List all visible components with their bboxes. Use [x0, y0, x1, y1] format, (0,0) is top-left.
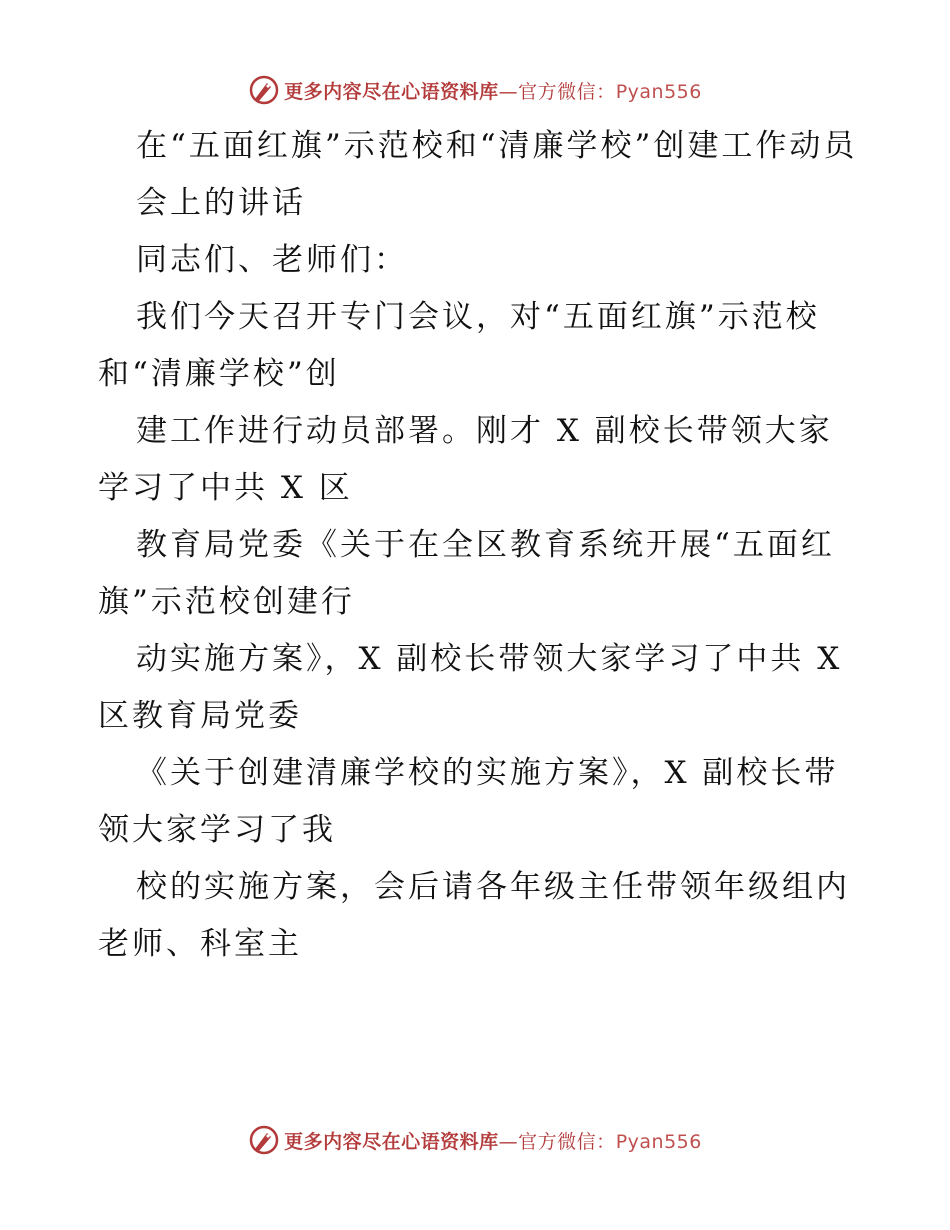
- header-banner-text: [284, 77, 702, 104]
- footer-wechat-label: 官方微信：: [518, 1130, 616, 1153]
- header-wechat-label: 官方微信：: [518, 80, 616, 103]
- body-paragraph: 教育局党委《关于在全区教育系统开展“五面红旗”示范校创建行: [98, 527, 835, 620]
- header-site-text: 更多内容尽在心语资料库: [284, 80, 499, 103]
- footer-banner-text: [284, 1127, 702, 1154]
- document-body: [98, 118, 858, 973]
- footer-site-text: 更多内容尽在心语资料库: [284, 1130, 499, 1153]
- title-line-continued: 会上的讲话: [136, 185, 306, 221]
- body-paragraph: 建工作进行动员部署。刚才 X 副校长带领大家学习了中共 X 区: [98, 413, 833, 506]
- pen-nib-logo-icon: [248, 1124, 280, 1156]
- footer-banner: [0, 1120, 950, 1160]
- body-paragraph: 校的实施方案，会后请各年级主任带领年级组内老师、科室主: [98, 869, 850, 962]
- header-banner: [0, 70, 950, 110]
- footer-separator: —: [498, 1130, 519, 1153]
- pen-nib-logo-icon: [248, 74, 280, 106]
- body-paragraph: 《关于创建清廉学校的实施方案》，X 副校长带领大家学习了我: [98, 755, 839, 848]
- footer-wechat-id: Pyan556: [615, 1130, 702, 1153]
- header-separator: —: [498, 80, 519, 103]
- header-wechat-id: Pyan556: [615, 80, 702, 103]
- body-paragraph: 我们今天召开专门会议，对“五面红旗”示范校和“清廉学校”创: [98, 299, 820, 392]
- title-line: 在“五面红旗”示范校和“清廉学校”创建工作动员: [136, 128, 858, 164]
- body-paragraph: 动实施方案》，X 副校长带领大家学习了中共 X 区教育局党委: [98, 641, 843, 734]
- salutation: 同志们、老师们：: [136, 242, 408, 278]
